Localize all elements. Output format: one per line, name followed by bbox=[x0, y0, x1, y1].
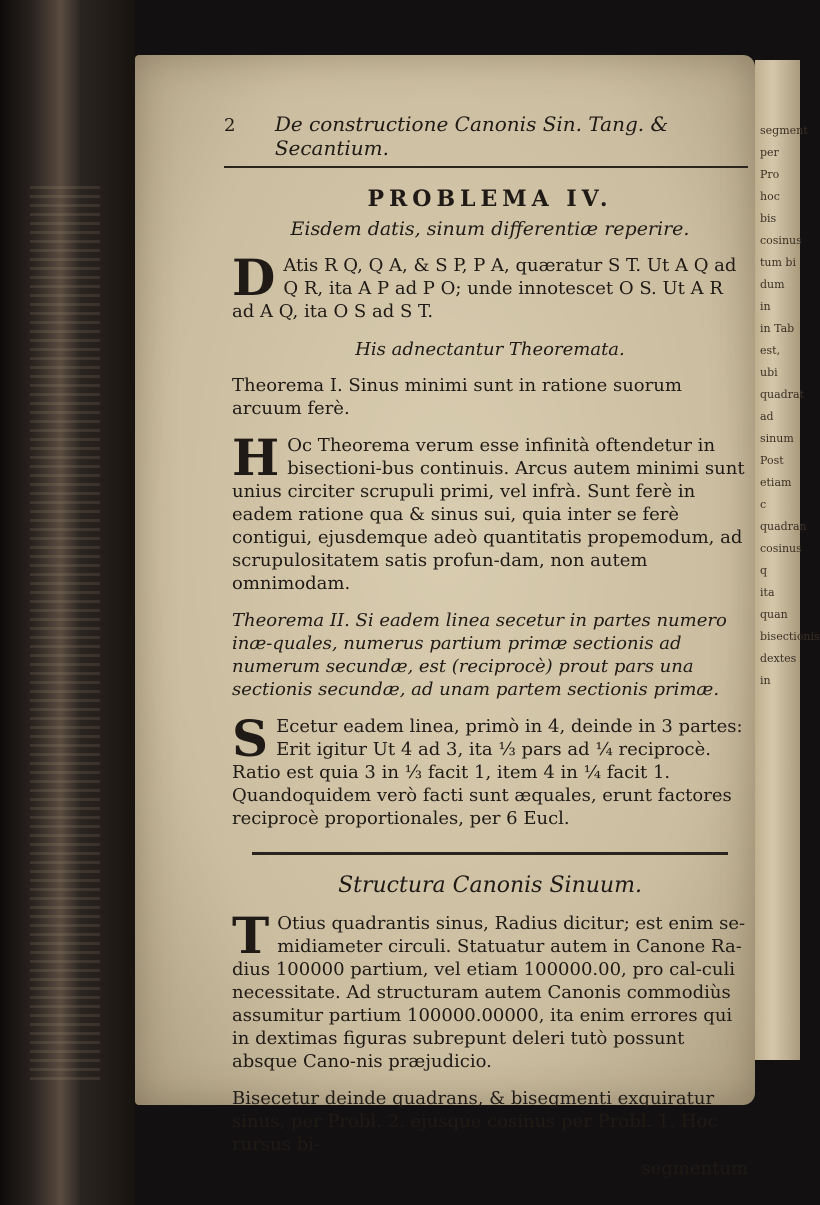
drop-cap: S bbox=[232, 709, 269, 768]
facing-page-fragment: cosinus q bbox=[760, 542, 802, 577]
theorem2-text bbox=[232, 709, 748, 830]
facing-page-fragment: in Tab bbox=[760, 322, 795, 335]
problem-subtitle: Eisdem datis, sinum differentiæ reperire. bbox=[290, 218, 690, 240]
facing-page-fragment: segment bbox=[760, 124, 808, 137]
section-divider bbox=[252, 852, 728, 855]
facing-page-fragments bbox=[760, 120, 820, 692]
facing-page-fragment: tum bi bbox=[760, 256, 796, 269]
facing-page-fragment: ad sinum bbox=[760, 410, 794, 445]
problem-body: Atis R Q, Q A, & S P, P A, quæratur S T. Ut A Q ad Q R, ita A P ad P O; unde innotescet O S. Ut A R ad A Q, ita O S ad S T. bbox=[232, 255, 737, 322]
facing-page-fragment: Post bbox=[760, 454, 784, 467]
theorem2-statement: Theorema II. Si eadem linea secetur in partes numero inæ-quales, numerus partium primæ sectionis ad numerum secundæ, est (reciprocè) prout pars una sectionis secundæ, ad unam partem sectionis primæ. bbox=[232, 610, 727, 700]
facing-page-fragment: quadrat bbox=[760, 388, 804, 401]
facing-page-fragment: dextes in bbox=[760, 652, 797, 687]
problem-text bbox=[232, 248, 748, 323]
drop-cap: T bbox=[232, 906, 270, 965]
spine-texture bbox=[30, 180, 100, 1080]
facing-page-fragment: bisectionis bbox=[760, 630, 820, 643]
structura-body: Otius quadrantis sinus, Radius dicitur; est enim se-midiameter circuli. Statuatur autem in Canone Ra-dius 100000 partium, vel etiam 100000.00, pro cal-culi necessitate. Ad structuram autem Canonis commodiùs assumitur partium 100000.00000, ita enim errores qui in dextimas figuras subrepunt deleri tutò possunt absque Cano-nis præjudicio. bbox=[232, 913, 746, 1072]
structura-text-2: Bisecetur deinde quadrans, & bisegmenti exquiratur sinus, per Probl. 2. ejusque cosinus per Probl. 1. Hoc rursus bi- bbox=[232, 1088, 718, 1155]
facing-page-fragment: quadran bbox=[760, 520, 807, 533]
facing-page-fragment: est, ubi bbox=[760, 344, 781, 379]
problem-title: PROBLEMA IV. bbox=[367, 186, 613, 212]
catchword: segmentum bbox=[641, 1158, 748, 1179]
structura-title: Structura Canonis Sinuum. bbox=[338, 873, 642, 898]
structura-text bbox=[232, 906, 748, 1073]
facing-page-fragment: hoc bis bbox=[760, 190, 780, 225]
theorem1-body: Oc Theorema verum esse infinità oftendetur in bisectioni-bus continuis. Arcus autem minimi sunt unius circiter scrupuli primi, vel infrà. Sunt ferè in eadem ratione qua & sinus sui, quia inter se ferè contigui, ejusdemque adeò quantitatis propemodum, ad scrupulositatem satis profun-dam, non autem omnimodam. bbox=[232, 435, 745, 594]
theorem1-text bbox=[232, 428, 748, 595]
theorem2-body: Ecetur eadem linea, primò in 4, deinde in 3 partes: Erit igitur Ut 4 ad 3, ita ⅓ pars ad ¼ reciprocè. Ratio est quia 3 in ⅓ facit 1, item 4 in ¼ facit 1. Quandoquidem verò facti sunt æquales, erunt factores reciprocè proportionales, per 6 Eucl. bbox=[232, 716, 743, 829]
facing-page-fragment: per Pro bbox=[760, 146, 780, 181]
facing-page-fragment: dum in bbox=[760, 278, 785, 313]
facing-page-fragment: etiam c bbox=[760, 476, 792, 511]
page-number: 2 bbox=[224, 115, 236, 136]
facing-page-fragment: cosinus bbox=[760, 234, 802, 247]
adnectantur-heading: His adnectantur Theoremata. bbox=[355, 339, 625, 360]
drop-cap: D bbox=[232, 248, 276, 307]
drop-cap: H bbox=[232, 428, 280, 487]
theorem1-statement: Theorema I. Sinus minimi sunt in ratione suorum arcuum ferè. bbox=[232, 375, 682, 419]
facing-page-fragment: ita quan bbox=[760, 586, 788, 621]
running-header bbox=[224, 112, 748, 168]
page-content bbox=[224, 112, 748, 1179]
running-title: De constructione Canonis Sin. Tang. & Secantium. bbox=[274, 112, 669, 160]
book-spine bbox=[0, 0, 135, 1205]
